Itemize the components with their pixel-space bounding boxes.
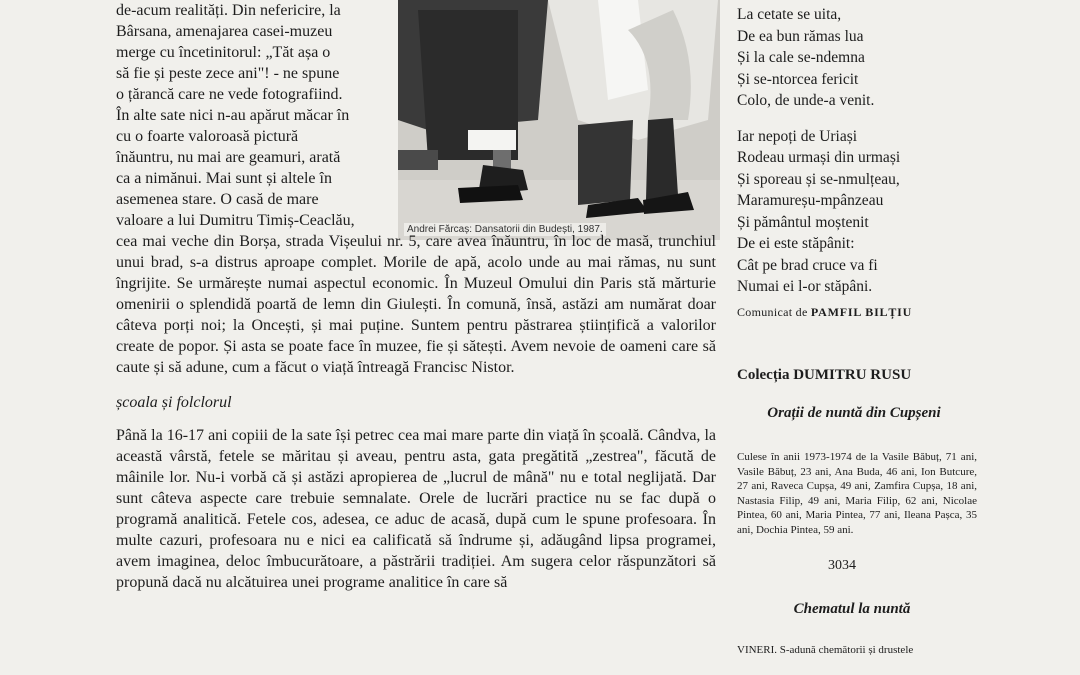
text-line: merge cu încetinitorul: „Tăt așa o	[116, 44, 331, 61]
poem-line: Și la cale se-ndemna	[737, 49, 865, 66]
text-line: Bârsana, amenajarea casei-muzeu	[116, 23, 333, 40]
text-line: valoare a lui Dumitru Timiș-Ceaclău,	[116, 212, 355, 229]
poem-line: La cetate se uita,	[737, 6, 842, 23]
text-line: înăuntru, nu mai are geamuri, arată	[116, 149, 341, 166]
poem-line: De ea bun rămas lua	[737, 27, 864, 45]
text-line: o țărancă care ne vede fotografiind.	[116, 86, 343, 103]
poem-stanza-1	[737, 4, 977, 112]
poem-line: Numai ei l-or stăpâni.	[737, 278, 873, 295]
collected-note: Culese în anii 1973-1974 de la Vasile Băbuț, 71 ani, Vasile Băbuț, 23 ani, Ana Buda, 46 ani, Ion Butcure, 27 ani, Raveca Cupșa, 49 ani, Zamfira Cupșa, 18 ani, Nastasia Filip, 49 ani, Maria Filip, 62 ani, Nicolae Pintea, 60 ani, Maria Pintea, 77 ani, Ileana Pașca, 35 ani, Dochia Pintea, 59 ani.	[737, 451, 977, 536]
collection-title: Colecția DUMITRU RUSU	[737, 367, 912, 383]
section-paragraph: Până la 16-17 ani copiii de la sate își petrec cea mai mare parte din viață în școală. Cândva, la această vârstă, fetele se măritau și aveau, pentru asta, gata pregătită „zestrea", făcută de mâinile lor. Nu-i vorbă că și astăzi apropierea de „lucrul de mână" nu e total neglijată. Dar sunt câteva aspecte care trebuie semnalate. Orele de lucrări practice nu se fac după o programă analitică. Fetele cos, adesea, ce aduc de acasă, după cum le spune profesoara. În multe cazuri, profesoara nu e nici ea calificată să îndrume și, adăugând lipsa programei, avem imaginea, deloc îmbucurătoare, a păstrării tradiției. Am sugera celor răspunzători să propună dacă nu alcătuirea unei programe analitice în care să	[116, 427, 716, 591]
article-paragraph: cea mai veche din Borșa, strada Vișeului nr. 5, care avea înăuntru, în loc de masă, trunchiul unui brad, s-a distrus aproape complet. Morile de apă, acolo unde au mai rămas, nu sunt îngrijite. Se urmărește numai aspectul economic. În Muzeul Omului din Paris stă mărturie omenirii o splendidă poartă de lemn din Giulești. În comună, însă, astăzi am numărat doar câteva porți noi; la Oncești, și mai puține. Suntem pentru păstrarea științifică a valorilor create de popor. Și asta se poate face în muzee, fie și sătești. Avem nevoie de oameni care să caute și să adune, cum a făcut o viață întreagă Francisc Nistor.	[116, 233, 716, 376]
communicator-name: PAMFIL BILȚIU	[810, 304, 913, 319]
photo-caption: Andrei Fărcaș: Dansatorii din Budești, 1987.	[404, 223, 606, 236]
poem-line: Și se-ntorcea fericit	[737, 70, 859, 88]
text-line: să fie și peste zece ani"! - ne spune	[116, 65, 340, 82]
text-line: de-acum realități. Din nefericire, la	[116, 2, 341, 19]
poem-stanza-2	[737, 126, 977, 298]
poem-line: Maramureșu-mpânzeau	[737, 192, 884, 209]
poem-line: Rodeau urmași din urmași	[737, 149, 901, 166]
page-number: 3034	[828, 558, 856, 573]
collection-subtitle: Orații de nuntă din Cupșeni	[767, 404, 941, 421]
poem-line: Și sporeau și se-nmulțeau,	[737, 170, 900, 188]
poem-line: Și pământul moștenit	[737, 213, 869, 231]
poem-line: Iar nepoți de Uriași	[737, 127, 858, 145]
poem-line: De ei este stăpânit:	[737, 235, 855, 252]
section-subtitle: Chematul la nuntă	[793, 600, 911, 617]
poem-line: Colo, de unde-a venit.	[737, 92, 875, 109]
text-line: asemenea stare. O casă de mare	[116, 191, 319, 208]
communicated-by	[737, 302, 977, 324]
wrapped-paragraph	[116, 0, 394, 231]
text-line: ca a nimănui. Mai sunt și altele în	[116, 170, 332, 187]
communicated-prefix: Comunicat de	[737, 304, 808, 319]
main-article	[116, 0, 716, 593]
poem-line: Cât pe brad cruce va fi	[737, 256, 878, 274]
text-line: În alte sate nici n-au apărut măcar în	[116, 107, 350, 124]
section-title: școala și folclorul	[116, 394, 232, 411]
right-column	[737, 0, 977, 662]
text-line: cu o foarte valoroasă pictură	[116, 128, 299, 145]
bottom-fragment: VINERI. S-adună chemătorii și drustele	[737, 644, 914, 656]
